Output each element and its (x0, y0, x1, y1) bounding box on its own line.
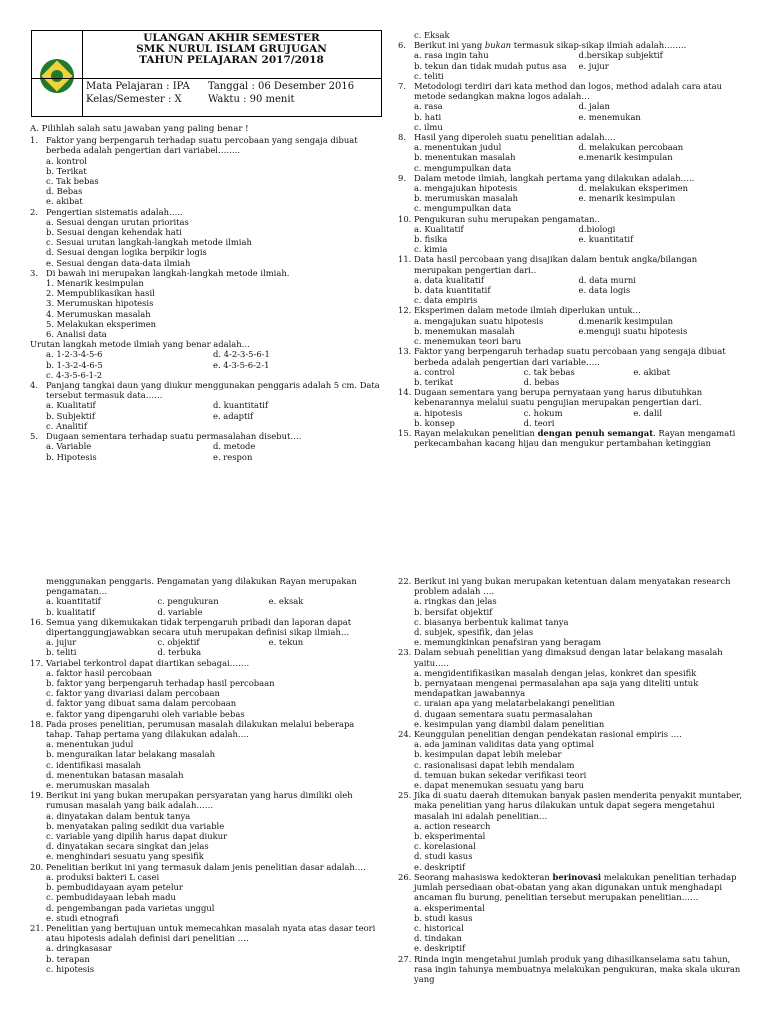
option: b. Terikat (46, 165, 87, 176)
option: b. menemukan masalah (414, 325, 515, 336)
option: c. mengumpulkan data (414, 162, 512, 173)
option: d. jalan (578, 101, 610, 112)
option: e. dalil (633, 407, 662, 418)
option: d. studi kasus (414, 851, 473, 862)
school-logo-cell (32, 31, 83, 117)
option: e.menguji suatu hipotesis (578, 325, 688, 336)
step: 2. Mempublikasikan hasil (46, 288, 155, 299)
option: b. hati (414, 111, 442, 122)
question-22: 22. Berikut ini yang bukan merupakan ketentuan dalam menyatakan research problem adalah …. a. ringkas dan jelas b. bersifat objektif c. biasanya berbentuk kalimat tanya d. subjek, spesifik, dan jelas e. memungkinkan penafsiran yang beragam (398, 576, 743, 647)
option: b. studi kasus (414, 912, 473, 923)
school-name: SMK NURUL ISLAM GRUJUGAN (136, 43, 327, 55)
option: a. control (414, 366, 455, 377)
option: e. dapat menemukan sesuatu yang baru (414, 780, 584, 791)
question-20: 20. Penelitian berikut ini yang termasuk dalam jenis penelitian dasar adalah…. a. produksi bakteri L casei b. pembudidayaan ayam petelur c. pembudidayaan lebah madu d. pengembangan pada varietas unggul e. studi etnografi (30, 862, 380, 923)
option: e. adaptif (213, 410, 254, 421)
option: b. 1-3-2-4-6-5 (46, 359, 103, 370)
option: a. Sesuai dengan urutan prioritas (46, 216, 189, 227)
question-17: 17. Variabel terkontrol dapat diartikan sebagai……. a. faktor hasil percobaan b. faktor yang berpengaruh terhadap hasil percobaan c. faktor yang divariasi dalam percobaan d. faktor yang dibuat sama dalam percobaan e. faktor yang dipengaruhi oleh variable bebas (30, 658, 380, 719)
exam-title: ULANGAN AKHIR SEMESTER (143, 32, 320, 44)
option: e. eksak (268, 596, 304, 607)
option: e. akibat (633, 366, 671, 377)
option: e. respon (213, 451, 253, 462)
question-21: 21. Penelitian yang bertujuan untuk memecahkan masalah nyata atas dasar teori atau hipotesis adalah definisi dari penelitian …. a. dringkasasar b. terapan c. hipotesis (30, 923, 380, 974)
option: c. hokum (523, 407, 563, 418)
option: a. produksi bakteri L casei (46, 871, 160, 882)
option: a. action research (414, 820, 491, 831)
question-27: 27. Rinda ingin mengetahui jumlah produk yang dihasilkanselama satu tahun, rasa ingin tahunya membuatnya melakukan pengukuran, maka skala ukuran yang (398, 953, 741, 984)
option: b. data kuantitatif (414, 285, 491, 296)
option: c. korelasional (414, 841, 476, 852)
option: e. akibat (46, 196, 83, 207)
option: d. 4-2-3-5-6-1 (213, 349, 270, 360)
option: e. data logis (578, 285, 631, 296)
option: b. faktor yang berpengaruh terhadap hasil percobaan (46, 678, 275, 689)
option: a. hipotesis (414, 407, 463, 418)
option: a. menentukan judul (414, 142, 502, 153)
option: c. identifikasi masalah (46, 759, 142, 770)
option: c. faktor yang divariasi dalam percobaan (46, 688, 220, 699)
option: c. Eksak (414, 30, 450, 40)
school-logo-icon (40, 59, 74, 93)
question-15-continued: menggunakan penggaris. Pengamatan yang dilakukan Rayan merupakan pengamatan… a. kuantitatif c. pengukuran e. eksak b. kualitatif d. variable (30, 576, 380, 617)
option: d. menentukan batasan masalah (46, 769, 184, 780)
option: c. 4-3-5-6-1-2 (46, 369, 103, 380)
option: c. hipotesis (46, 963, 95, 974)
question-10: 10. Pengukuran suhu merupakan pengamatan.. a. Kualitatif d.biologi b. fisika e. kuantitatif c. kimia (398, 214, 743, 255)
header-divider (32, 78, 381, 79)
step: 6. Analisi data (46, 329, 107, 340)
option: b. Hipotesis (46, 451, 97, 462)
option: e. deskriptif (414, 943, 466, 954)
option: c. biasanya berbentuk kalimat tanya (414, 616, 569, 627)
page1-right-column (398, 30, 743, 448)
question-23: 23. Dalam sebuah penelitian yang dimaksud dengan latar belakang masalah yaitu….. a. mengidentifikasikan masalah dengan jelas, konkret dan spesifik b. pernyataan mengenai permasalahan apa saja yang diteliti untuk mendapatkan jawabannya c. uraian apa yang melatarbelakangi penelitian d. dugaan sementara suatu permasalahan e. kesimpulan yang diambil dalam penelitian (398, 647, 743, 729)
option: c. menemukan teori baru (414, 336, 522, 347)
option: b. teliti (46, 647, 77, 658)
option: c. rasionalisasi dapat lebih mendalam (414, 759, 575, 770)
page2-left-column (30, 576, 380, 974)
date-label: Tanggal : 06 Desember 2016 (208, 81, 355, 92)
exam-header (31, 30, 382, 117)
option: d. data murni (578, 274, 636, 285)
option: d. subjek, spesifik, dan jelas (414, 627, 534, 638)
option: b. bersifat objektif (414, 606, 493, 617)
option: d. temuan bukan sekedar verifikasi teori (414, 769, 587, 780)
question-4: 4. Panjang tangkai daun yang diukur menggunakan penggaris adalah 5 cm. Data tersebut termasuk data…… a. Kualitatif d. kuantitatif b. Subjektif e. adaptif c. Analitif (30, 380, 380, 431)
question-7: 7. Metodologi terdiri dari kata method dan logos, method adalah cara atau metode sedangkan makna logos adalah… a. rasa d. jalan b. hati e. menemukan c. ilmu (398, 81, 743, 132)
option: c. variable yang dipilih harus dapat diukur (46, 831, 228, 842)
option: a. mengajukan hipotesis (414, 183, 518, 194)
question-12: 12. Eksperimen dalam metode ilmiah diperlukan untuk… a. mengajukan suatu hipotesis d.menarik kesimpulan b. menemukan masalah e.menguji suatu hipotesis c. menemukan teori baru (398, 305, 743, 346)
option: a. mengajukan suatu hipotesis (414, 315, 544, 326)
option: e. studi etnografi (46, 912, 119, 923)
option: e. 4-3-5-6-2-1 (213, 359, 270, 370)
option: a. rasa (414, 101, 443, 112)
option: c. Sesuai urutan langkah-langkah metode ilmiah (46, 237, 252, 248)
option: d. terbuka (157, 647, 202, 658)
question-26: 26. Seorang mahasiswa kedokteran berinovasi melakukan penelitian terhadap jumlah persediaan obat-obatan yang akan digunakan untuk menghadapi ancaman flu burung, penelitian tersebut merupakan penelitian…… a. eksperimental b. studi kasus c. historical d. tindakan e. deskriptif (398, 872, 743, 954)
option: b. Sesuai dengan kehendak hati (46, 227, 182, 238)
option: a. jujur (46, 637, 77, 648)
option: a. mengidentifikasikan masalah dengan jelas, konkret dan spesifik (414, 667, 697, 678)
option: c. teliti (414, 70, 444, 81)
option: e. jujur (578, 60, 609, 71)
class-label: Kelas/Semester : X (86, 94, 182, 105)
option: e. deskriptif (414, 861, 466, 872)
question-24: 24. Keunggulan penelitian dengan pendekatan rasional empiris …. a. ada jaminan validitas data yang optimal b. kesimpulan dapat lebih melebar c. rasionalisasi dapat lebih mendalam d. temuan bukan sekedar verifikasi teori e. dapat menemukan sesuatu yang baru (398, 729, 743, 790)
question-8: 8. Hasil yang diperoleh suatu penelitian adalah…. a. menentukan judul d. melakukan percobaan b. menentukan masalah e.menarik kesimpulan c. mengumpulkan data (398, 132, 743, 173)
question-19: 19. Berikut ini yang bukan merupakan persyaratan yang harus dimiliki oleh rumusan masalah yang baik adalah…… a. dinyatakan dalam bentuk tanya b. menyatakan paling sedikit dua variable c. variable yang dipilih harus dapat diukur d. dinyatakan secara singkat dan jelas e. menghindari sesuatu yang spesifik (30, 790, 380, 861)
option: c. uraian apa yang melatarbelakangi penelitian (414, 698, 615, 709)
option: b. Subjektif (46, 410, 95, 421)
option: d. melakukan eksperimen (578, 183, 688, 194)
option: e. faktor yang dipengaruhi oleh variable bebas (46, 708, 245, 719)
option: a. ada jaminan validitas data yang optimal (414, 739, 594, 750)
option: b. terikat (414, 376, 454, 387)
question-15: 15. Rayan melakukan penelitian dengan penuh semangat. Rayan mengamati perkecambahan kacang hijau dan mengukur pertambahan ketinggian (398, 427, 736, 449)
option: e. kesimpulan yang diambil dalam penelitian (414, 718, 605, 729)
option: b. konsep (414, 417, 455, 428)
option: a. data kualitatif (414, 274, 485, 285)
option: e. memungkinkan penafsiran yang beragam (414, 637, 602, 648)
option: d. teori (523, 417, 555, 428)
question-18: 18. Pada proses penelitian, perumusan masalah dilakukan melalui beberapa tahap. Tahap pertama yang dilakukan adalah…. a. menentukan judul b. menguraikan latar belakang masalah c. identifikasi masalah d. menentukan batasan masalah e. merumuskan masalah (30, 719, 380, 790)
option: a. 1-2-3-4-5-6 (46, 349, 103, 360)
option: b. fisika (414, 234, 448, 245)
option: a. kuantitatif (46, 596, 101, 607)
step: 1. Menarik kesimpulan (46, 278, 144, 289)
question-3: 3. Di bawah ini merupakan langkah-langkah metode ilmiah. 1. Menarik kesimpulan 2. Mempublikasikan hasil 3. Merumuskan hipotesis 4. Merumuskan masalah 5. Melakukan eksperimen 6. Analisi data Urutan langkah metode ilmiah yang benar adalah… a. 1-2-3-4-5-6 d. 4-2-3-5-6-1 b. 1-3-2-4-6-5 e. 4-3-5-6-2-1 c. 4-3-5-6-1-2 (30, 268, 380, 380)
option: e.menarik kesimpulan (578, 152, 673, 163)
option: b. terapan (46, 953, 90, 964)
option: e. Sesuai dengan data-data ilmiah (46, 257, 191, 268)
step: 3. Merumuskan hipotesis (46, 298, 154, 309)
option: e. kuantitatif (578, 234, 634, 245)
option: a. dringkasasar (46, 943, 112, 954)
option: e. merumuskan masalah (46, 780, 150, 791)
option: d.menarik kesimpulan (578, 315, 673, 326)
option: a. faktor hasil percobaan (46, 667, 153, 678)
option: d. tindakan (414, 933, 462, 944)
option: d.bersikap subjektif (578, 50, 663, 61)
option: b. pembudidayaan ayam petelur (46, 882, 183, 893)
option: c. ilmu (414, 121, 443, 132)
page1-left-column (30, 124, 380, 462)
option: b. tekun dan tidak mudah putus asa (414, 60, 567, 71)
option: a. kontrol (46, 155, 87, 166)
option: b. merumuskan masalah (414, 193, 519, 204)
option: a. Kualitatif (46, 400, 96, 411)
option: e. tekun (268, 637, 304, 648)
option: d. metode (213, 441, 256, 452)
option: d. melakukan percobaan (578, 142, 684, 153)
question-13: 13. Faktor yang berpengaruh terhadap suatu percobaan yang sengaja dibuat berbeda adalah pengertian dari variable….. a. control c. tak bebas e. akibat b. terikat d. bebas (398, 346, 743, 387)
question-11: 11. Data hasil percobaan yang disajikan dalam bentuk angka/bilangan merupakan pengertian dari.. a. data kualitatif d. data murni b. data kuantitatif e. data logis c. data empiris (398, 254, 743, 305)
option: e. menarik kesimpulan (578, 193, 676, 204)
option: d. dugaan sementara suatu permasalahan (414, 708, 593, 719)
option: c. Analitif (46, 420, 87, 431)
option: b. eksperimental (414, 831, 486, 842)
time-label: Waktu : 90 menit (208, 94, 295, 105)
option: c. mengumpulkan data (414, 203, 512, 214)
option: d. faktor yang dibuat sama dalam percobaan (46, 698, 237, 709)
option: c. data empiris (414, 295, 478, 306)
question-5: 5. Dugaan sementara terhadap suatu permasalahan disebut…. a. Variable d. metode b. Hipotesis e. respon (30, 431, 380, 462)
option: c. pembudidayaan lebah madu (46, 892, 176, 903)
option: a. menentukan judul (46, 739, 134, 750)
exam-page-2 (0, 512, 768, 1024)
option: d. bebas (523, 376, 560, 387)
option: b. kualitatif (46, 606, 96, 617)
option: a. Variable (46, 441, 92, 452)
option: a. dinyatakan dalam bentuk tanya (46, 810, 191, 821)
option: a. rasa ingin tahu (414, 50, 489, 61)
option: d.biologi (578, 223, 616, 234)
school-year: TAHUN PELAJARAN 2017/2018 (139, 54, 324, 66)
option: c. Tak bebas (46, 176, 99, 187)
option: b. menguraikan latar belakang masalah (46, 749, 215, 760)
option: e. menghindari sesuatu yang spesifik (46, 851, 204, 862)
option: b. kesimpulan dapat lebih melebar (414, 749, 562, 760)
question-25: 25. Jika di suatu daerah ditemukan banyak pasien menderita penyakit muntaber, maka penelitian yang harus dilakukan untuk dapat segera mengetahui masalah ini adalah penelitian… a. action research b. eksperimental c. korelasional d. studi kasus e. deskriptif (398, 790, 742, 872)
option: d. kuantitatif (213, 400, 269, 411)
option: b. pernyataan mengenai permasalahan apa saja yang diteliti untuk mendapatkan jawabannya (414, 678, 699, 699)
subject-label: Mata Pelajaran : IPA (86, 81, 190, 92)
option: d. dinyatakan secara singkat dan jelas (46, 841, 209, 852)
option: b. menentukan masalah (414, 152, 516, 163)
question-6: 6. Berikut ini yang bukan termasuk sikap-sikap ilmiah adalah…….. a. rasa ingin tahu d.bersikap subjektif b. tekun dan tidak mudah putus asa e. jujur c. teliti (398, 40, 743, 81)
option: c. pengukuran (157, 596, 219, 607)
page2-right-column (398, 576, 743, 984)
question-2: 2. Pengertian sistematis adalah….. a. Sesuai dengan urutan prioritas b. Sesuai dengan kehendak hati c. Sesuai urutan langkah-langkah metode ilmiah d. Sesuai dengan logika berpikir logis e. Sesuai dengan data-data ilmiah (30, 207, 380, 268)
step: 4. Merumuskan masalah (46, 308, 151, 319)
option: c. kimia (414, 244, 448, 255)
option: d. Bebas (46, 186, 83, 197)
step: 5. Melakukan eksperimen (46, 318, 157, 329)
question-16: 16. Semua yang dikemukakan tidak terpengaruh pribadi dan laporan dapat dipertanggungjawabkan secara utuh merupakan definisi sikap ilmiah… a. jujur c. objektif e. tekun b. teliti d. terbuka (30, 617, 380, 658)
question-1: 1. Faktor yang berpengaruh terhadap suatu percobaan yang sengaja dibuat berbeda adalah pengertian dari variabel…….. a. kontrol b. Terikat c. Tak bebas d. Bebas e. akibat (30, 135, 380, 206)
option: d. variable (157, 606, 203, 617)
option: a. eksperimental (414, 902, 485, 913)
option: c. objektif (157, 637, 200, 648)
option: c. historical (414, 922, 464, 933)
option: d. pengembangan pada varietas unggul (46, 902, 215, 913)
question-14: 14. Dugaan sementara yang berupa pernyataan yang harus dibutuhkan kebenarannya melalui suatu pengujian merupakan pengertian dari. a. hipotesis c. hokum e. dalil b. konsep d. teori (398, 387, 743, 428)
option: a. Kualitatif (414, 223, 464, 234)
question-9: 9. Dalam metode ilmiah, langkah pertama yang dilakukan adalah….. a. mengajukan hipotesis d. melakukan eksperimen b. merumuskan masalah e. menarik kesimpulan c. mengumpulkan data (398, 173, 743, 214)
option: a. ringkas dan jelas (414, 596, 497, 607)
question-3-prompt: Urutan langkah metode ilmiah yang benar adalah… (30, 339, 251, 350)
option: e. menemukan (578, 111, 641, 122)
option: c. tak bebas (523, 366, 575, 377)
section-instruction: A. Pilihlah salah satu jawaban yang paling benar ! (30, 124, 249, 134)
option: d. Sesuai dengan logika berpikir logis (46, 247, 207, 258)
option: b. menyatakan paling sedikit dua variable (46, 820, 225, 831)
